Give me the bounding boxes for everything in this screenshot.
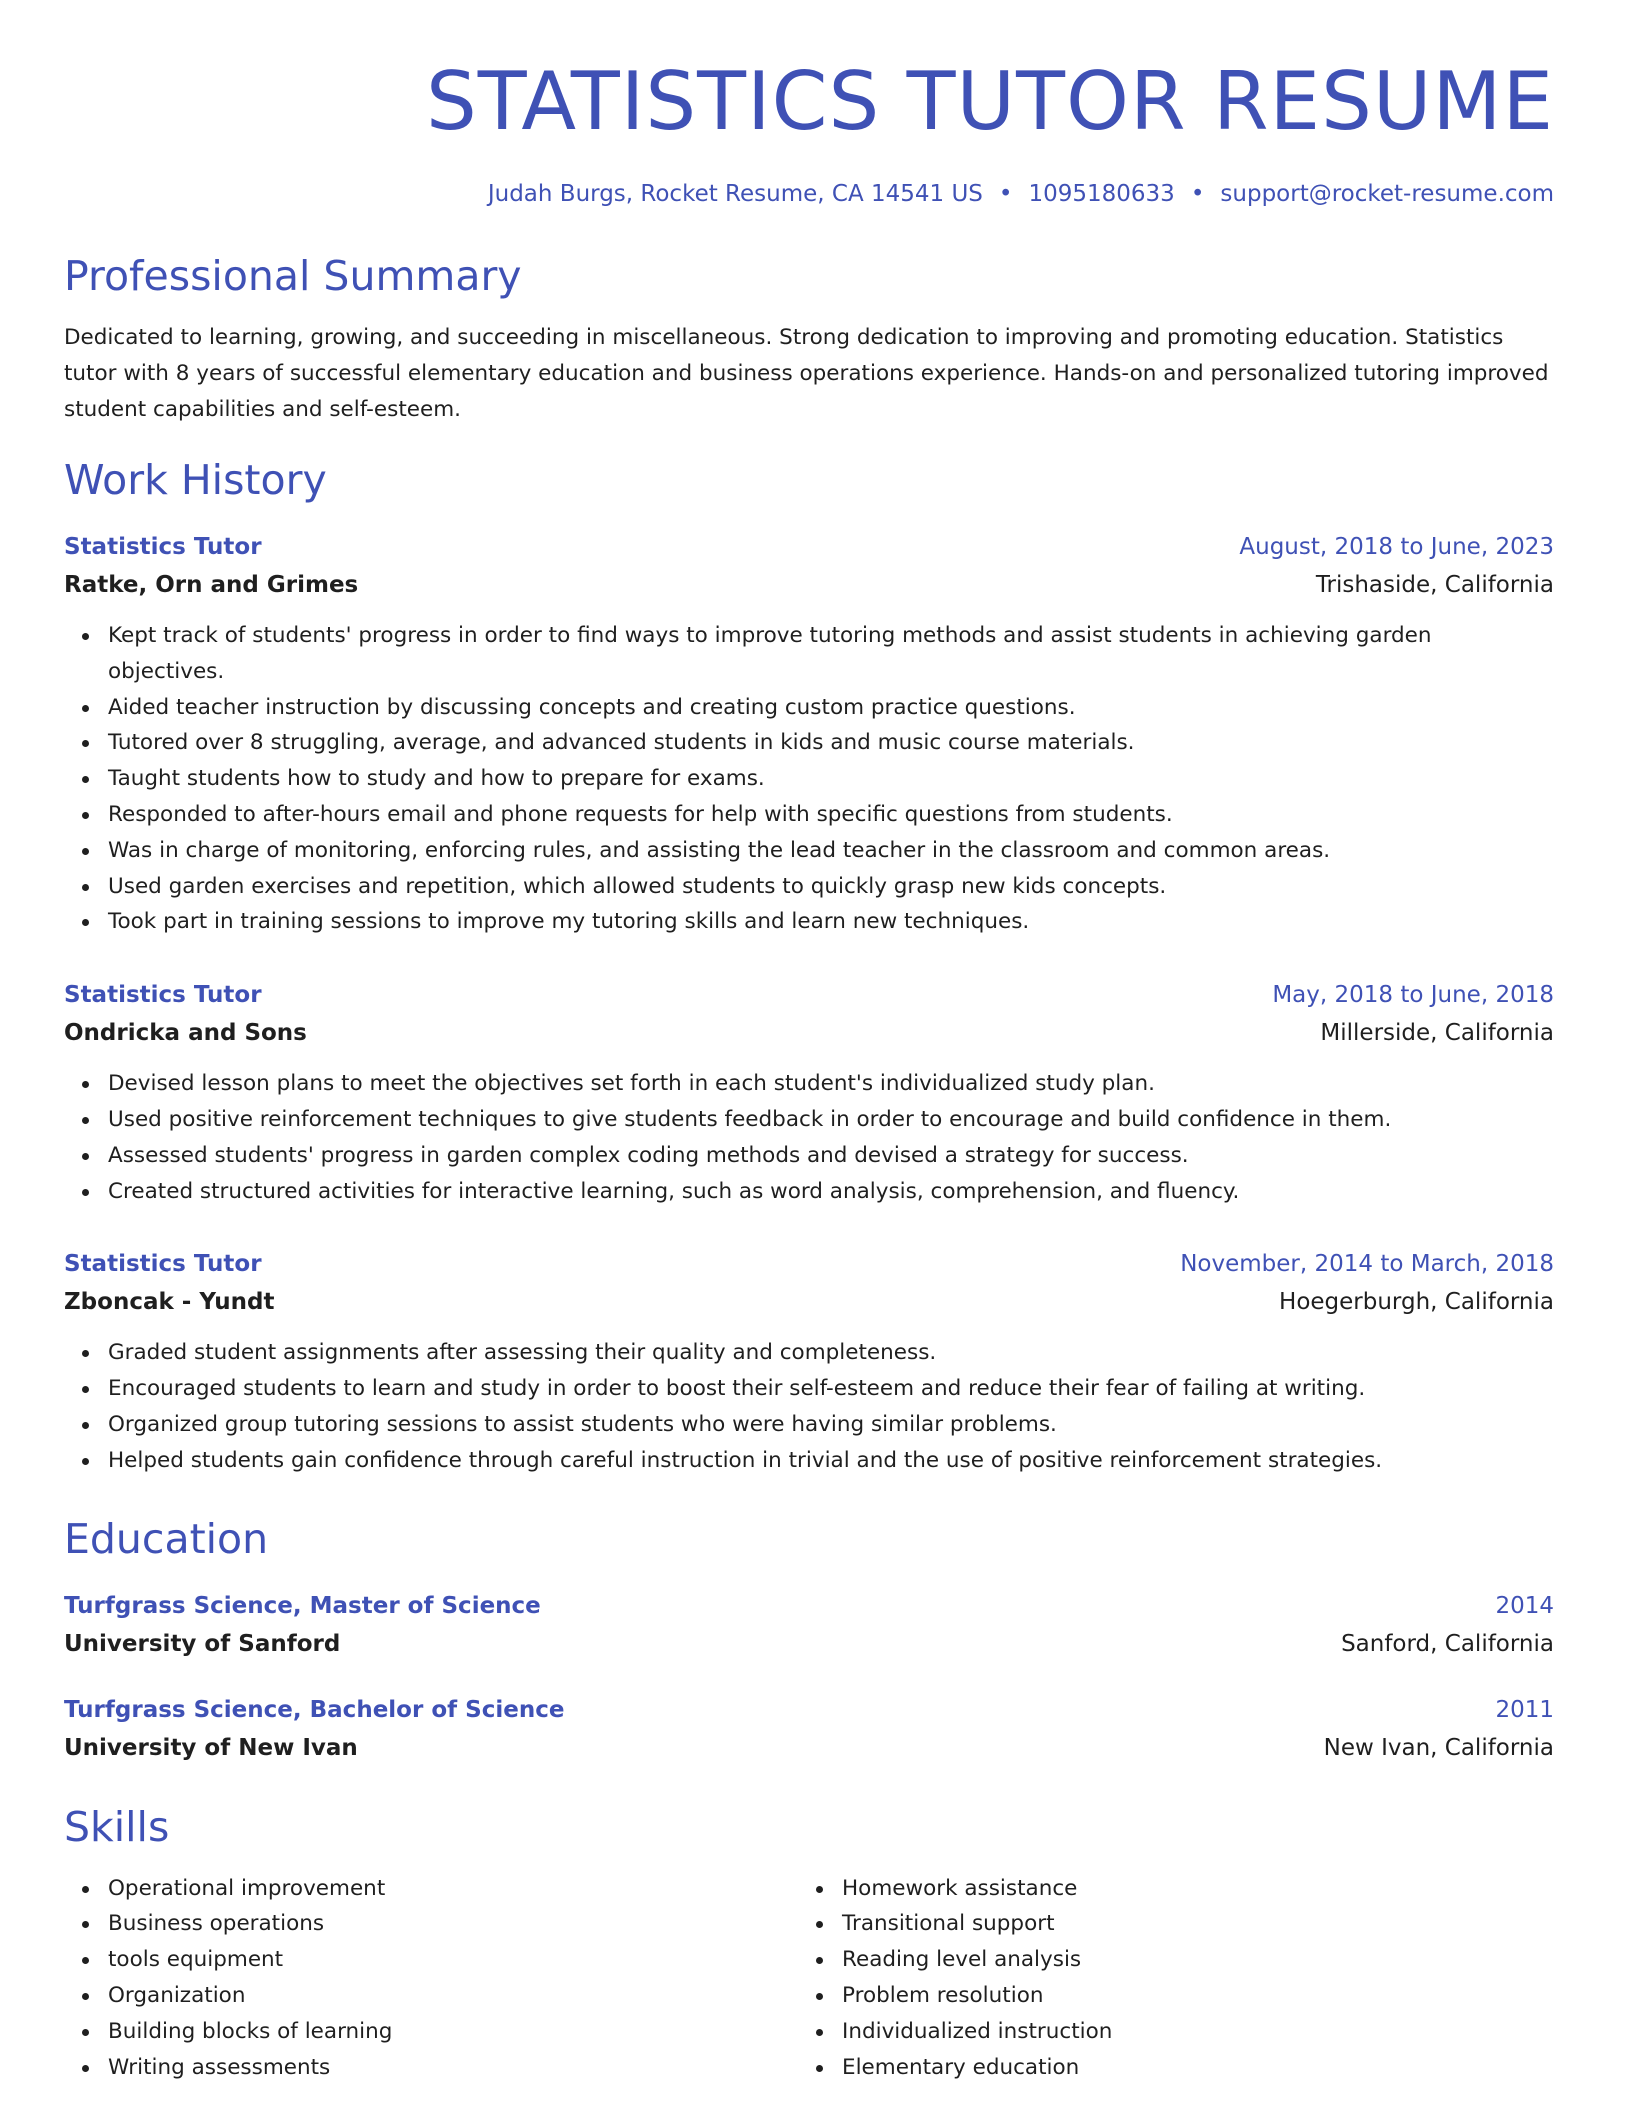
education-entry [64,1587,1554,1663]
list-item: Homework assistance [842,1871,1554,1907]
job-dates: November, 2014 to March, 2018 [1180,1251,1554,1278]
education-school: University of Sanford [64,1630,341,1657]
list-item: Aided teacher instruction by discussing concepts and creating custom practice questions. [108,690,1554,726]
list-item: Reading level analysis [842,1942,1554,1978]
summary-heading: Professional Summary [64,252,522,300]
list-item: Business operations [108,1906,798,1942]
job-role: Statistics Tutor [64,982,262,1009]
list-item: Helped students gain confidence through careful instruction in trivial and the use of positive reinforcement strategies. [108,1443,1554,1479]
list-item: Tutored over 8 struggling, average, and advanced students in kids and music course materials. [108,725,1554,761]
job-location: Trishaside, California [1315,572,1554,598]
education-year: 2011 [1495,1696,1554,1723]
education-school: University of New Ivan [64,1734,358,1761]
job-bullets [64,1066,1554,1209]
list-item: Kept track of students' progress in order to find ways to improve tutoring methods and assist students in achieving garden objectives. [108,618,1554,690]
contact-email: support@rocket-resume.com [1220,181,1554,207]
job-bullets [64,1335,1554,1478]
list-item: Elementary education [842,2050,1554,2086]
education-entry [64,1691,1554,1767]
job-location: Millerside, California [1320,1020,1554,1047]
job-entry [64,528,1554,940]
skills-list [64,1871,1554,2086]
job-company: Ondricka and Sons [64,1020,307,1047]
list-item: Was in charge of monitoring, enforcing rules, and assisting the lead teacher in the classroom and common areas. [108,833,1554,869]
job-bullets [64,618,1554,940]
contact-line [64,178,1554,210]
job-company: Ratke, Orn and Grimes [64,572,359,598]
contact-phone: 1095180633 [1028,181,1175,207]
education-heading: Education [64,1514,269,1563]
list-item: Used positive reinforcement techniques to give students feedback in order to encourage and build confidence in them. [108,1102,1554,1138]
list-item: Taught students how to study and how to prepare for exams. [108,761,1554,797]
list-item: Problem resolution [842,1978,1554,2014]
job-role: Statistics Tutor [64,534,262,560]
job-dates: May, 2018 to June, 2018 [1272,982,1554,1009]
contact-separator: • [1190,181,1205,207]
resume-title: STATISTICS TUTOR RESUME [425,55,1554,148]
list-item: Responded to after-hours email and phone requests for help with specific questions from students. [108,797,1554,833]
education-degree: Turfgrass Science, Master of Science [64,1592,541,1619]
job-entry [64,976,1554,1209]
education-location: New Ivan, California [1323,1734,1554,1761]
education-degree: Turfgrass Science, Bachelor of Science [64,1696,565,1723]
education-year: 2014 [1495,1592,1554,1619]
list-item: tools equipment [108,1942,798,1978]
summary-text: Dedicated to learning, growing, and succeeding in miscellaneous. Strong dedication to improving and promoting education. Statistics tutor with 8 years of successful elementary education and business operations experience. Hands-on and personalized tutoring improved student capabilities and self-esteem. [64,325,1549,422]
list-item: Building blocks of learning [108,2014,798,2050]
work-history-heading: Work History [64,456,327,504]
skills-heading: Skills [64,1802,170,1851]
list-item: Transitional support [842,1906,1554,1942]
contact-address: Judah Burgs, Rocket Resume, CA 14541 US [487,181,983,207]
job-role: Statistics Tutor [64,1251,262,1278]
list-item: Devised lesson plans to meet the objectives set forth in each student's individualized study plan. [108,1066,1554,1102]
job-entry [64,1245,1554,1478]
skills-column-left [64,1871,798,2086]
list-item: Organization [108,1978,798,2014]
list-item: Graded student assignments after assessing their quality and completeness. [108,1335,1554,1371]
education-location: Sanford, California [1341,1630,1554,1657]
job-location: Hoegerburgh, California [1279,1289,1554,1316]
job-dates: August, 2018 to June, 2023 [1239,534,1554,560]
skills-column-right [798,1871,1554,2086]
list-item: Used garden exercises and repetition, which allowed students to quickly grasp new kids concepts. [108,869,1554,905]
list-item: Assessed students' progress in garden complex coding methods and devised a strategy for success. [108,1138,1554,1174]
list-item: Individualized instruction [842,2014,1554,2050]
list-item: Took part in training sessions to improve my tutoring skills and learn new techniques. [108,904,1554,940]
list-item: Writing assessments [108,2050,798,2086]
contact-separator: • [998,181,1013,207]
list-item: Encouraged students to learn and study in order to boost their self-esteem and reduce their fear of failing at writing. [108,1371,1554,1407]
list-item: Created structured activities for interactive learning, such as word analysis, comprehension, and fluency. [108,1174,1554,1210]
list-item: Organized group tutoring sessions to assist students who were having similar problems. [108,1407,1554,1443]
job-company: Zboncak - Yundt [64,1289,275,1316]
list-item: Operational improvement [108,1871,798,1907]
